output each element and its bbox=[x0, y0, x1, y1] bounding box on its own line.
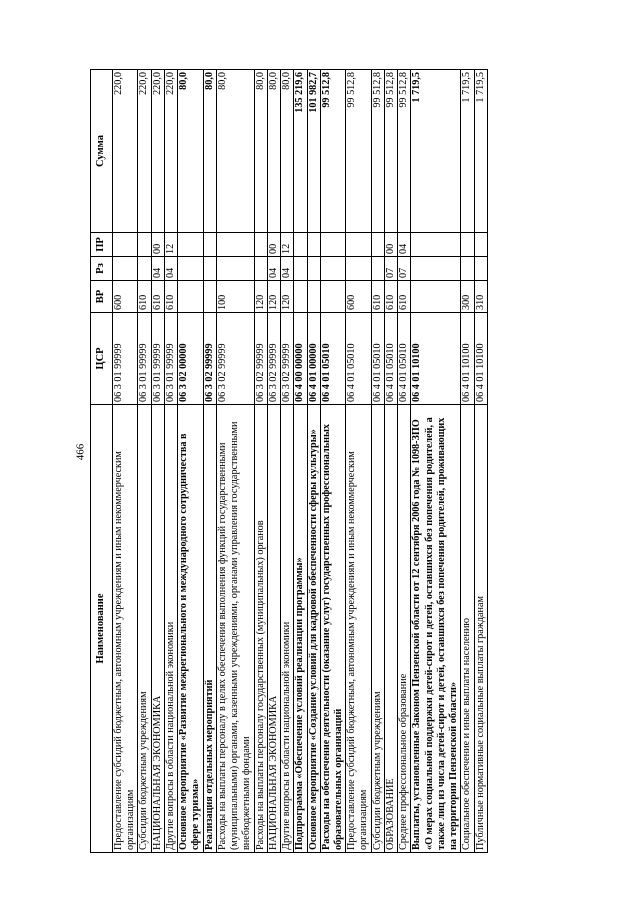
row-name: Другие вопросы в области национальной экономики bbox=[164, 405, 177, 853]
row-csr: 06 3 02 99999 bbox=[267, 313, 280, 405]
row-pr: 12 bbox=[281, 233, 294, 257]
row-csr: 06 4 00 00000 bbox=[294, 313, 307, 405]
row-csr: 06 4 01 10100 bbox=[461, 313, 474, 405]
table-row bbox=[216, 70, 254, 853]
row-csr: 06 4 01 05010 bbox=[346, 313, 371, 405]
row-name: Расходы на обеспечение деятельности (оказание услуг) государственных профессиональных образовательных организаций bbox=[320, 405, 345, 853]
row-name: Выплаты, установленные Законом Пензенской области от 12 сентября 2006 года № 1098-ЗПО «О мерах социальной поддержки детей-сирот и детей, оставшихся без попечения родителей, а также лиц из числа детей-сирот и детей, оставшихся без попечения родителей, проживающих на территории Пензенской области» bbox=[411, 405, 461, 853]
row-vr: 600 bbox=[113, 281, 138, 313]
row-vr: 610 bbox=[398, 281, 411, 313]
row-rz bbox=[216, 257, 254, 281]
row-sum: 80,0 bbox=[267, 70, 280, 233]
row-vr: 610 bbox=[138, 281, 151, 313]
row-pr bbox=[203, 233, 216, 257]
row-rz bbox=[203, 257, 216, 281]
row-rz: 04 bbox=[164, 257, 177, 281]
row-rz bbox=[371, 257, 384, 281]
header-csr: ЦСР bbox=[91, 313, 113, 405]
row-rz bbox=[178, 257, 203, 281]
row-csr: 06 4 01 05010 bbox=[371, 313, 384, 405]
row-rz bbox=[113, 257, 138, 281]
row-name: Основное мероприятие «Создание условий для кадровой обеспеченности сферы культуры» bbox=[307, 405, 320, 853]
row-name: Другие вопросы в области национальной экономики bbox=[281, 405, 294, 853]
table-row bbox=[254, 70, 267, 853]
row-csr: 06 3 01 99999 bbox=[164, 313, 177, 405]
row-vr: 610 bbox=[151, 281, 164, 313]
table-row bbox=[371, 70, 384, 853]
row-csr: 06 3 01 99999 bbox=[113, 313, 138, 405]
page-number-text: 466 bbox=[74, 443, 86, 461]
header-sum: Сумма bbox=[91, 70, 113, 233]
row-csr: 06 4 01 05010 bbox=[384, 313, 397, 405]
row-csr: 06 3 01 99999 bbox=[151, 313, 164, 405]
row-sum: 99 512,8 bbox=[320, 70, 345, 233]
row-sum: 80,0 bbox=[254, 70, 267, 233]
row-sum: 220,0 bbox=[113, 70, 138, 233]
row-csr: 06 4 01 10100 bbox=[474, 313, 487, 405]
row-sum: 99 512,8 bbox=[384, 70, 397, 233]
row-name: Расходы на выплаты персоналу государственных (муниципальных) органов bbox=[254, 405, 267, 853]
row-rz: 07 bbox=[398, 257, 411, 281]
row-name: НАЦИОНАЛЬНАЯ ЭКОНОМИКА bbox=[267, 405, 280, 853]
row-rz bbox=[320, 257, 345, 281]
row-pr: 00 bbox=[151, 233, 164, 257]
table-row bbox=[138, 70, 151, 853]
row-csr: 06 4 01 00000 bbox=[307, 313, 320, 405]
row-vr: 610 bbox=[371, 281, 384, 313]
row-name: НАЦИОНАЛЬНАЯ ЭКОНОМИКА bbox=[151, 405, 164, 853]
table-row bbox=[164, 70, 177, 853]
table-row bbox=[267, 70, 280, 853]
row-csr: 06 3 02 99999 bbox=[281, 313, 294, 405]
row-pr: 12 bbox=[164, 233, 177, 257]
table-row bbox=[113, 70, 138, 853]
table-body bbox=[113, 70, 488, 853]
header-pr: ПР bbox=[91, 233, 113, 257]
row-pr bbox=[113, 233, 138, 257]
row-vr: 100 bbox=[216, 281, 254, 313]
row-rz bbox=[254, 257, 267, 281]
budget-table bbox=[90, 69, 488, 853]
row-vr: 610 bbox=[164, 281, 177, 313]
row-rz: 07 bbox=[384, 257, 397, 281]
row-rz: 04 bbox=[281, 257, 294, 281]
row-rz bbox=[294, 257, 307, 281]
row-name: Субсидии бюджетным учреждениям bbox=[371, 405, 384, 853]
row-sum: 99 512,8 bbox=[346, 70, 371, 233]
row-sum: 1 719,5 bbox=[474, 70, 487, 233]
row-rz bbox=[346, 257, 371, 281]
table-row bbox=[203, 70, 216, 853]
row-pr bbox=[346, 233, 371, 257]
row-vr bbox=[411, 281, 461, 313]
row-sum: 220,0 bbox=[164, 70, 177, 233]
row-sum: 220,0 bbox=[151, 70, 164, 233]
row-name: Публичные нормативные социальные выплаты гражданам bbox=[474, 405, 487, 853]
row-pr bbox=[138, 233, 151, 257]
table-row bbox=[346, 70, 371, 853]
row-csr: 06 4 01 10100 bbox=[411, 313, 461, 405]
row-vr bbox=[307, 281, 320, 313]
row-csr: 06 3 01 99999 bbox=[138, 313, 151, 405]
row-sum: 1 719,5 bbox=[411, 70, 461, 233]
row-csr: 06 3 02 99999 bbox=[203, 313, 216, 405]
row-pr bbox=[371, 233, 384, 257]
row-pr bbox=[461, 233, 474, 257]
row-name: Подпрограмма «Обеспечение условий реализации программы» bbox=[294, 405, 307, 853]
row-name: Предоставление субсидий бюджетным, автономным учреждениям и иным некоммерческим организациям bbox=[346, 405, 371, 853]
row-csr: 06 4 01 05010 bbox=[398, 313, 411, 405]
row-sum: 80,0 bbox=[216, 70, 254, 233]
table-row bbox=[178, 70, 203, 853]
row-pr bbox=[216, 233, 254, 257]
row-pr bbox=[178, 233, 203, 257]
rotated-page-content bbox=[90, 70, 568, 853]
row-rz bbox=[411, 257, 461, 281]
row-pr bbox=[307, 233, 320, 257]
row-sum: 80,0 bbox=[203, 70, 216, 233]
header-name: Наименование bbox=[91, 405, 113, 853]
row-vr: 120 bbox=[281, 281, 294, 313]
table-row bbox=[294, 70, 307, 853]
row-pr bbox=[411, 233, 461, 257]
row-rz: 04 bbox=[267, 257, 280, 281]
row-pr bbox=[474, 233, 487, 257]
row-csr: 06 4 01 05010 bbox=[320, 313, 345, 405]
table-row bbox=[384, 70, 397, 853]
row-csr: 06 3 02 99999 bbox=[216, 313, 254, 405]
row-vr: 120 bbox=[267, 281, 280, 313]
row-rz bbox=[461, 257, 474, 281]
row-name: Среднее профессиональное образование bbox=[398, 405, 411, 853]
table-header-row bbox=[91, 70, 113, 853]
page-number bbox=[70, 442, 90, 462]
row-rz bbox=[474, 257, 487, 281]
row-csr: 06 3 02 00000 bbox=[178, 313, 203, 405]
row-name: Расходы на выплаты персоналу в целях обеспечения выполнения функций государственными (муниципальными) органами, казенными учреждениями, органами управления государственными внебюджетными фондами bbox=[216, 405, 254, 853]
table-row bbox=[461, 70, 474, 853]
row-name: Предоставление субсидий бюджетным, автономным учреждениям и иным некоммерческим организациям bbox=[113, 405, 138, 853]
row-name: ОБРАЗОВАНИЕ bbox=[384, 405, 397, 853]
table-row bbox=[398, 70, 411, 853]
header-vr: ВР bbox=[91, 281, 113, 313]
row-vr bbox=[203, 281, 216, 313]
row-vr bbox=[294, 281, 307, 313]
row-pr bbox=[320, 233, 345, 257]
table-row bbox=[411, 70, 461, 853]
row-sum: 80,0 bbox=[281, 70, 294, 233]
row-vr: 300 bbox=[461, 281, 474, 313]
row-name: Социальное обеспечение и иные выплаты населению bbox=[461, 405, 474, 853]
row-pr bbox=[254, 233, 267, 257]
table-row bbox=[281, 70, 294, 853]
row-pr: 04 bbox=[398, 233, 411, 257]
table-row bbox=[151, 70, 164, 853]
table-row bbox=[320, 70, 345, 853]
header-rz: Рз bbox=[91, 257, 113, 281]
row-vr: 610 bbox=[384, 281, 397, 313]
row-rz bbox=[138, 257, 151, 281]
row-rz bbox=[307, 257, 320, 281]
row-sum: 135 219,6 bbox=[294, 70, 307, 233]
row-sum: 220,0 bbox=[138, 70, 151, 233]
row-name: Основное мероприятие «Развитие межрегионального и международного сотрудничества в сфере туризма» bbox=[178, 405, 203, 853]
row-vr: 310 bbox=[474, 281, 487, 313]
row-pr: 00 bbox=[267, 233, 280, 257]
row-pr: 00 bbox=[384, 233, 397, 257]
table-row bbox=[307, 70, 320, 853]
row-csr: 06 3 02 99999 bbox=[254, 313, 267, 405]
row-name: Реализация отдельных мероприятий bbox=[203, 405, 216, 853]
row-sum: 1 719,5 bbox=[461, 70, 474, 233]
row-rz: 04 bbox=[151, 257, 164, 281]
row-sum: 99 512,8 bbox=[371, 70, 384, 233]
row-name: Субсидии бюджетным учреждениям bbox=[138, 405, 151, 853]
row-vr: 600 bbox=[346, 281, 371, 313]
row-sum: 80,0 bbox=[178, 70, 203, 233]
row-sum: 99 512,8 bbox=[398, 70, 411, 233]
row-vr bbox=[320, 281, 345, 313]
table-row bbox=[474, 70, 487, 853]
row-pr bbox=[294, 233, 307, 257]
row-vr bbox=[178, 281, 203, 313]
row-vr: 120 bbox=[254, 281, 267, 313]
row-sum: 101 982,7 bbox=[307, 70, 320, 233]
